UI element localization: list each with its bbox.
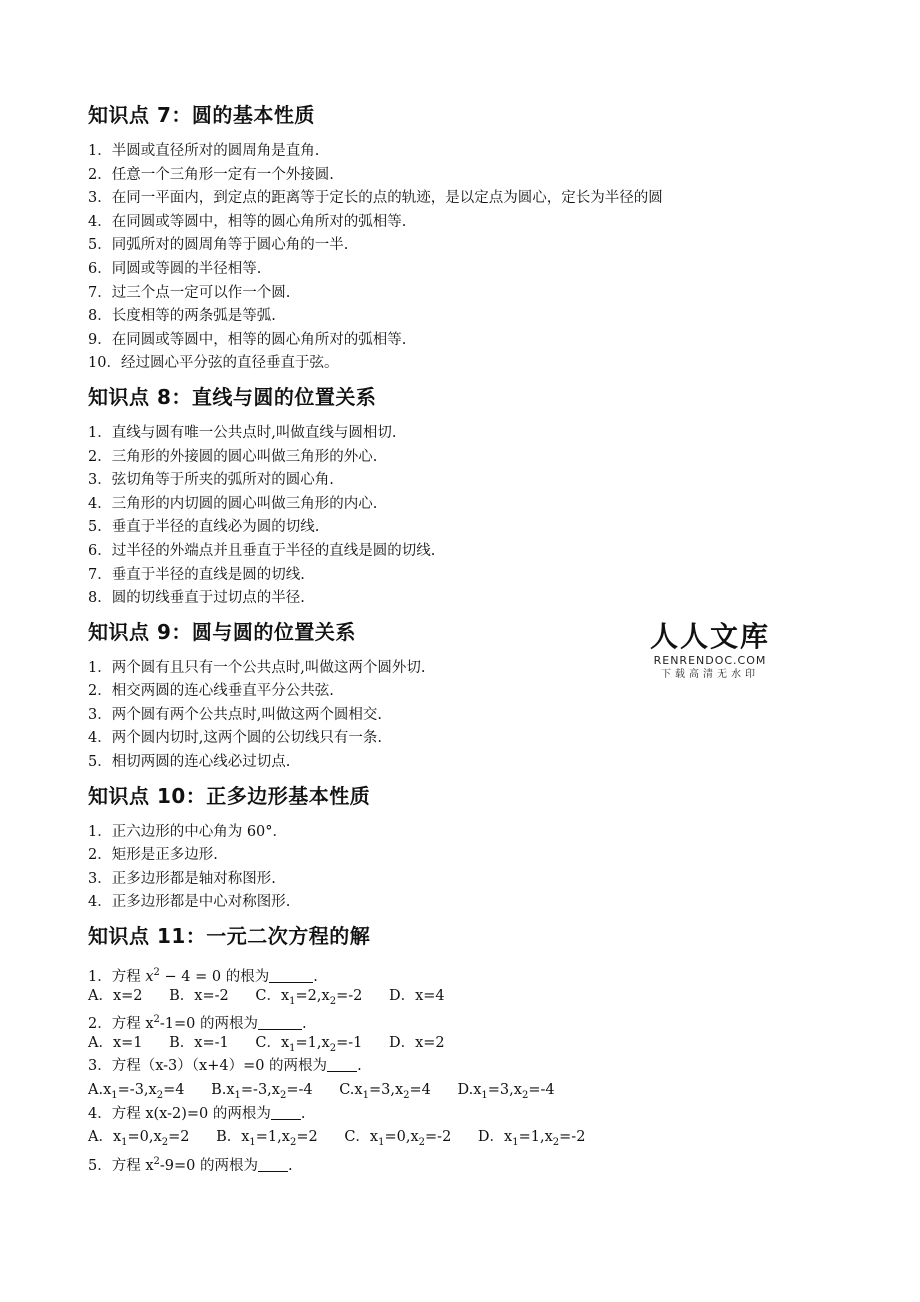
s7-item-8: 8．长度相等的两条弧是等弧. bbox=[88, 308, 276, 325]
section-11 bbox=[88, 921, 788, 1173]
q1-post: . bbox=[313, 968, 318, 985]
q4-option-b: B．$x_1=1,x_2=2$ bbox=[216, 1129, 318, 1149]
section-10 bbox=[88, 781, 788, 915]
renrendoc-watermark-logo bbox=[645, 620, 775, 682]
watermark-brand: 人人文库 bbox=[649, 620, 770, 653]
q1-option-c: C．$x_1=2,x_2=-2$ bbox=[255, 987, 363, 1007]
s7-item-5: 5．同弧所对的圆周角等于圆心角的一半. bbox=[88, 237, 349, 254]
s7-item-2: 2．任意一个三角形一定有一个外接圆. bbox=[88, 166, 334, 183]
q2-option-d: D．x=2 bbox=[388, 1034, 445, 1051]
q5-answer-blank[interactable] bbox=[258, 1155, 288, 1172]
s9-item-1: 1．两个圆有且只有一个公共点时,叫做这两个圆外切. bbox=[88, 659, 426, 676]
section-8 bbox=[88, 382, 788, 611]
s9-item-4: 4．两个圆内切时,这两个圆的公切线只有一条. bbox=[88, 730, 382, 747]
q4-question bbox=[88, 1103, 788, 1127]
section-7 bbox=[88, 100, 788, 376]
s8-item-5: 5．垂直于半径的直线必为圆的切线. bbox=[88, 519, 320, 536]
q3-option-b: $B.x_1=-3,x_2=-4$ bbox=[211, 1082, 313, 1101]
q2-answer-blank[interactable] bbox=[258, 1013, 302, 1030]
q4-option-d: D．$x_1=1,x_2=-2$ bbox=[477, 1129, 586, 1149]
q1-option-d: D．x=4 bbox=[388, 987, 445, 1004]
s10-item-2: 2．矩形是正多边形. bbox=[88, 847, 218, 864]
s8-item-6: 6．过半径的外端点并且垂直于半径的直线是圆的切线. bbox=[88, 542, 436, 559]
s7-item-4: 4．在同圆或等圆中，相等的圆心角所对的弧相等. bbox=[88, 213, 407, 230]
q1-eq-var: x bbox=[145, 968, 154, 985]
section-9-title: 知识点 9：圆与圆的位置关系 bbox=[88, 619, 356, 644]
q1-answer-blank[interactable] bbox=[269, 966, 313, 983]
q4-option-a: A．$x_1=0,x_2=2$ bbox=[88, 1129, 190, 1149]
section-11-title: 知识点 11：一元二次方程的解 bbox=[88, 924, 371, 949]
s8-item-4: 4．三角形的内切圆的圆心叫做三角形的内心. bbox=[88, 495, 378, 512]
q5-mid: -9=0 的两根为 bbox=[159, 1157, 258, 1174]
s7-item-10: 10．经过圆心平分弦的直径垂直于弦。 bbox=[88, 355, 339, 372]
s8-item-8: 8．圆的切线垂直于过切点的半径. bbox=[88, 590, 305, 607]
q3-option-c: $C.x_1=3,x_2=4$ bbox=[339, 1082, 431, 1101]
s10-item-1: 1．正六边形的中心角为 60°． bbox=[88, 823, 288, 840]
s7-item-7: 7．过三个点一定可以作一个圆. bbox=[88, 284, 291, 301]
q1-eq-rest: − 4 = 0 的根为 bbox=[159, 968, 270, 985]
q4-post: . bbox=[300, 1105, 306, 1122]
s9-item-3: 3．两个圆有两个公共点时,叫做这两个圆相交. bbox=[88, 706, 382, 723]
q3-answer-blank[interactable] bbox=[327, 1055, 357, 1072]
s9-item-5: 5．相切两圆的连心线必过切点. bbox=[88, 754, 291, 771]
q4-options bbox=[88, 1126, 788, 1150]
s10-item-3: 3．正多边形都是轴对称图形. bbox=[88, 870, 276, 887]
s8-item-1: 1．直线与圆有唯一公共点时,叫做直线与圆相切. bbox=[88, 424, 397, 441]
q4-pre: 4．方程 x(x-2)=0 的两根为 bbox=[88, 1105, 271, 1122]
q5-sup: 2 bbox=[153, 1155, 160, 1167]
s8-item-2: 2．三角形的外接圆的圆心叫做三角形的外心. bbox=[88, 448, 378, 465]
s8-item-7: 7．垂直于半径的直线是圆的切线. bbox=[88, 566, 305, 583]
q1-option-b: B．x=-2 bbox=[169, 987, 229, 1004]
q2-question bbox=[88, 1008, 788, 1032]
q4-answer-blank[interactable] bbox=[271, 1103, 301, 1120]
q1-question bbox=[88, 961, 788, 985]
q3-question bbox=[88, 1055, 788, 1079]
q3-pre: 3．方程（x-3）（x+4）=0 的两根为 bbox=[88, 1058, 328, 1075]
q1-options bbox=[88, 985, 788, 1009]
watermark-slogan: 下载高清无水印 bbox=[661, 669, 759, 680]
section-10-title: 知识点 10：正多边形基本性质 bbox=[88, 783, 371, 808]
section-7-title: 知识点 7：圆的基本性质 bbox=[88, 103, 315, 127]
q5-post: . bbox=[288, 1157, 293, 1174]
q4-option-c: C．$x_1=0,x_2=-2$ bbox=[344, 1129, 452, 1149]
q2-sup: 2 bbox=[153, 1014, 160, 1026]
q3-post: . bbox=[357, 1058, 362, 1075]
q2-option-b: B．x=-1 bbox=[169, 1034, 229, 1051]
watermark-url: RENRENDOC.COM bbox=[653, 654, 767, 667]
s7-item-9: 9．在同圆或等圆中，相等的圆心角所对的弧相等. bbox=[88, 331, 407, 348]
q2-options bbox=[88, 1032, 788, 1056]
q2-mid: -1=0 的两根为 bbox=[159, 1016, 258, 1033]
s7-item-3: 3．在同一平面内，到定点的距离等于定长的点的轨迹，是以定点为圆心，定长为半径的圆 bbox=[88, 190, 663, 207]
q2-option-a: A．x=1 bbox=[88, 1034, 143, 1051]
q1-eq-sup: 2 bbox=[153, 967, 160, 979]
s9-item-2: 2．相交两圆的连心线垂直平分公共弦. bbox=[88, 683, 334, 700]
q2-pre: 2．方程 x bbox=[88, 1016, 154, 1033]
q3-option-a: $A.x_1=-3,x_2=4$ bbox=[88, 1082, 185, 1101]
q3-option-d: $D.x_1=3,x_2=-4$ bbox=[457, 1082, 555, 1101]
section-8-title: 知识点 8：直线与圆的位置关系 bbox=[88, 384, 377, 409]
q1-option-a: A．x=2 bbox=[88, 987, 143, 1004]
s7-item-1: 1．半圆或直径所对的圆周角是直角. bbox=[88, 143, 320, 159]
q1-pre: 1．方程 bbox=[88, 968, 146, 985]
s7-item-6: 6．同圆或等圆的半径相等. bbox=[88, 260, 262, 277]
s8-item-3: 3．弦切角等于所夹的弧所对的圆心角. bbox=[88, 472, 334, 489]
s10-item-4: 4．正多边形都是中心对称图形. bbox=[88, 894, 291, 911]
q2-option-c: C．$x_1=1,x_2=-1$ bbox=[255, 1034, 363, 1054]
q3-options bbox=[88, 1079, 788, 1103]
q5-pre: 5．方程 x bbox=[88, 1157, 154, 1174]
q2-post: . bbox=[302, 1016, 307, 1033]
